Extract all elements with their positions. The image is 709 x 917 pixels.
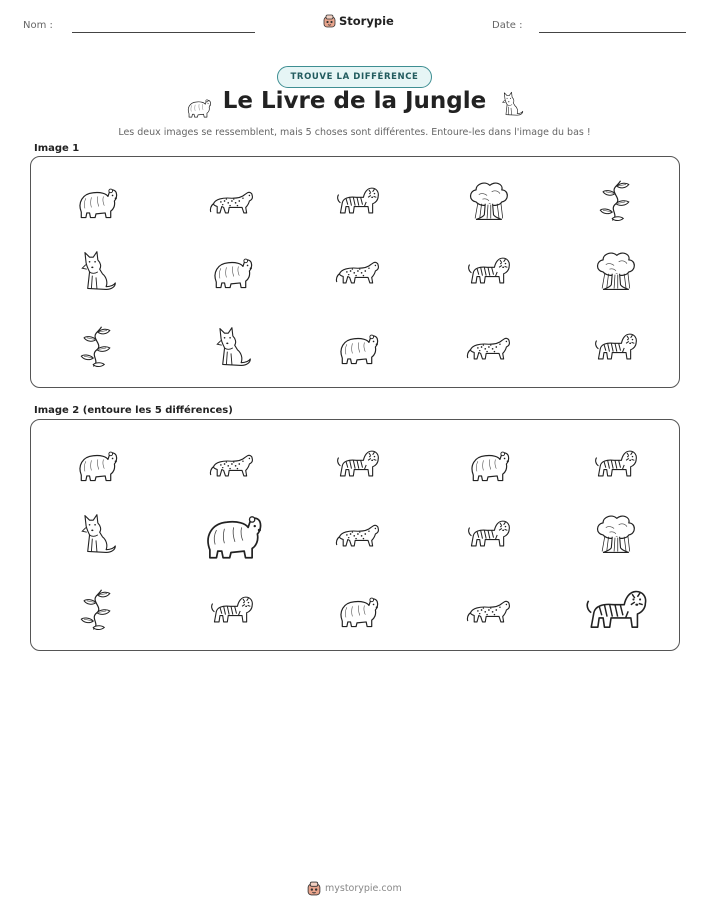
vine-icon xyxy=(592,178,638,224)
wolf-icon xyxy=(208,324,254,370)
image1-leopard-r2c3 xyxy=(334,248,380,294)
image1-vine-r3c1 xyxy=(73,324,119,370)
vine-icon xyxy=(73,324,119,370)
tree-icon xyxy=(592,511,638,557)
image2-bear-r1c1[interactable] xyxy=(73,441,119,487)
storypie-logo-icon xyxy=(307,881,321,896)
tiger-icon xyxy=(334,178,380,224)
footer-url: mystorypie.com xyxy=(325,883,402,894)
image2-tiger-r1c5[interactable] xyxy=(592,441,638,487)
date-label: Date : xyxy=(492,20,523,31)
wolf-icon xyxy=(497,90,525,122)
image2-leopard-r2c3[interactable] xyxy=(334,511,380,557)
image2-tiger-r3c2[interactable] xyxy=(208,587,254,633)
image2-tiger-r3c5[interactable] xyxy=(582,577,648,643)
image2-bear-r3c3[interactable] xyxy=(334,587,380,633)
tiger-icon xyxy=(334,441,380,487)
tree-icon xyxy=(592,248,638,294)
bear-icon xyxy=(73,178,119,224)
image2-panel[interactable] xyxy=(30,419,680,651)
image2-bear-r1c4[interactable] xyxy=(465,441,511,487)
bear-icon xyxy=(73,441,119,487)
bear-icon xyxy=(465,441,511,487)
image2-tree-r2c5[interactable] xyxy=(592,511,638,557)
bear-icon xyxy=(334,587,380,633)
image1-vine-r1c5 xyxy=(592,178,638,224)
leopard-icon xyxy=(208,441,254,487)
wolf-icon xyxy=(73,511,119,557)
leopard-icon xyxy=(208,178,254,224)
name-label: Nom : xyxy=(23,20,53,31)
image1-wolf-r3c2 xyxy=(208,324,254,370)
page-title: Le Livre de la Jungle xyxy=(222,88,487,114)
image2-leopard-r1c2[interactable] xyxy=(208,441,254,487)
image1-tree-r2c5 xyxy=(592,248,638,294)
image2-tiger-r1c3[interactable] xyxy=(334,441,380,487)
tiger-icon xyxy=(465,248,511,294)
leopard-icon xyxy=(334,511,380,557)
brand-name: Storypie xyxy=(339,14,394,28)
wolf-icon xyxy=(73,248,119,294)
brand-logo xyxy=(323,14,394,28)
image1-bear-r3c3 xyxy=(334,324,380,370)
image2-vine-r3c1[interactable] xyxy=(73,587,119,633)
instructions: Les deux images se ressemblent, mais 5 choses sont différentes. Entoure-les dans l'image du bas ! xyxy=(118,127,591,138)
image1-leopard-r1c2 xyxy=(208,178,254,224)
image1-wolf-r2c1 xyxy=(73,248,119,294)
image1-tiger-r1c3 xyxy=(334,178,380,224)
tiger-icon xyxy=(582,577,648,643)
image2-bear-r2c2[interactable] xyxy=(198,501,264,567)
tree-icon xyxy=(465,178,511,224)
image1-label: Image 1 xyxy=(34,143,80,154)
image1-panel xyxy=(30,156,680,388)
footer xyxy=(307,881,402,896)
tiger-icon xyxy=(465,511,511,557)
tiger-icon xyxy=(592,324,638,370)
tiger-icon xyxy=(592,441,638,487)
image1-tiger-r2c4 xyxy=(465,248,511,294)
image2-label: Image 2 (entoure les 5 différences) xyxy=(34,405,233,416)
image2-wolf-r2c1[interactable] xyxy=(73,511,119,557)
image1-bear-r2c2 xyxy=(208,248,254,294)
bear-icon xyxy=(208,248,254,294)
image1-tree-r1c4 xyxy=(465,178,511,224)
image1-bear-r1c1 xyxy=(73,178,119,224)
storypie-logo-icon xyxy=(323,14,336,28)
date-line[interactable] xyxy=(539,32,686,33)
vine-icon xyxy=(73,587,119,633)
tiger-icon xyxy=(208,587,254,633)
activity-badge: TROUVE LA DIFFÉRENCE xyxy=(277,66,432,88)
name-line[interactable] xyxy=(72,32,255,33)
image2-tiger-r2c4[interactable] xyxy=(465,511,511,557)
leopard-icon xyxy=(334,248,380,294)
bear-icon xyxy=(334,324,380,370)
leopard-icon xyxy=(465,587,511,633)
image1-leopard-r3c4 xyxy=(465,324,511,370)
bear-icon xyxy=(198,501,264,567)
image1-tiger-r3c5 xyxy=(592,324,638,370)
image2-leopard-r3c4[interactable] xyxy=(465,587,511,633)
leopard-icon xyxy=(465,324,511,370)
